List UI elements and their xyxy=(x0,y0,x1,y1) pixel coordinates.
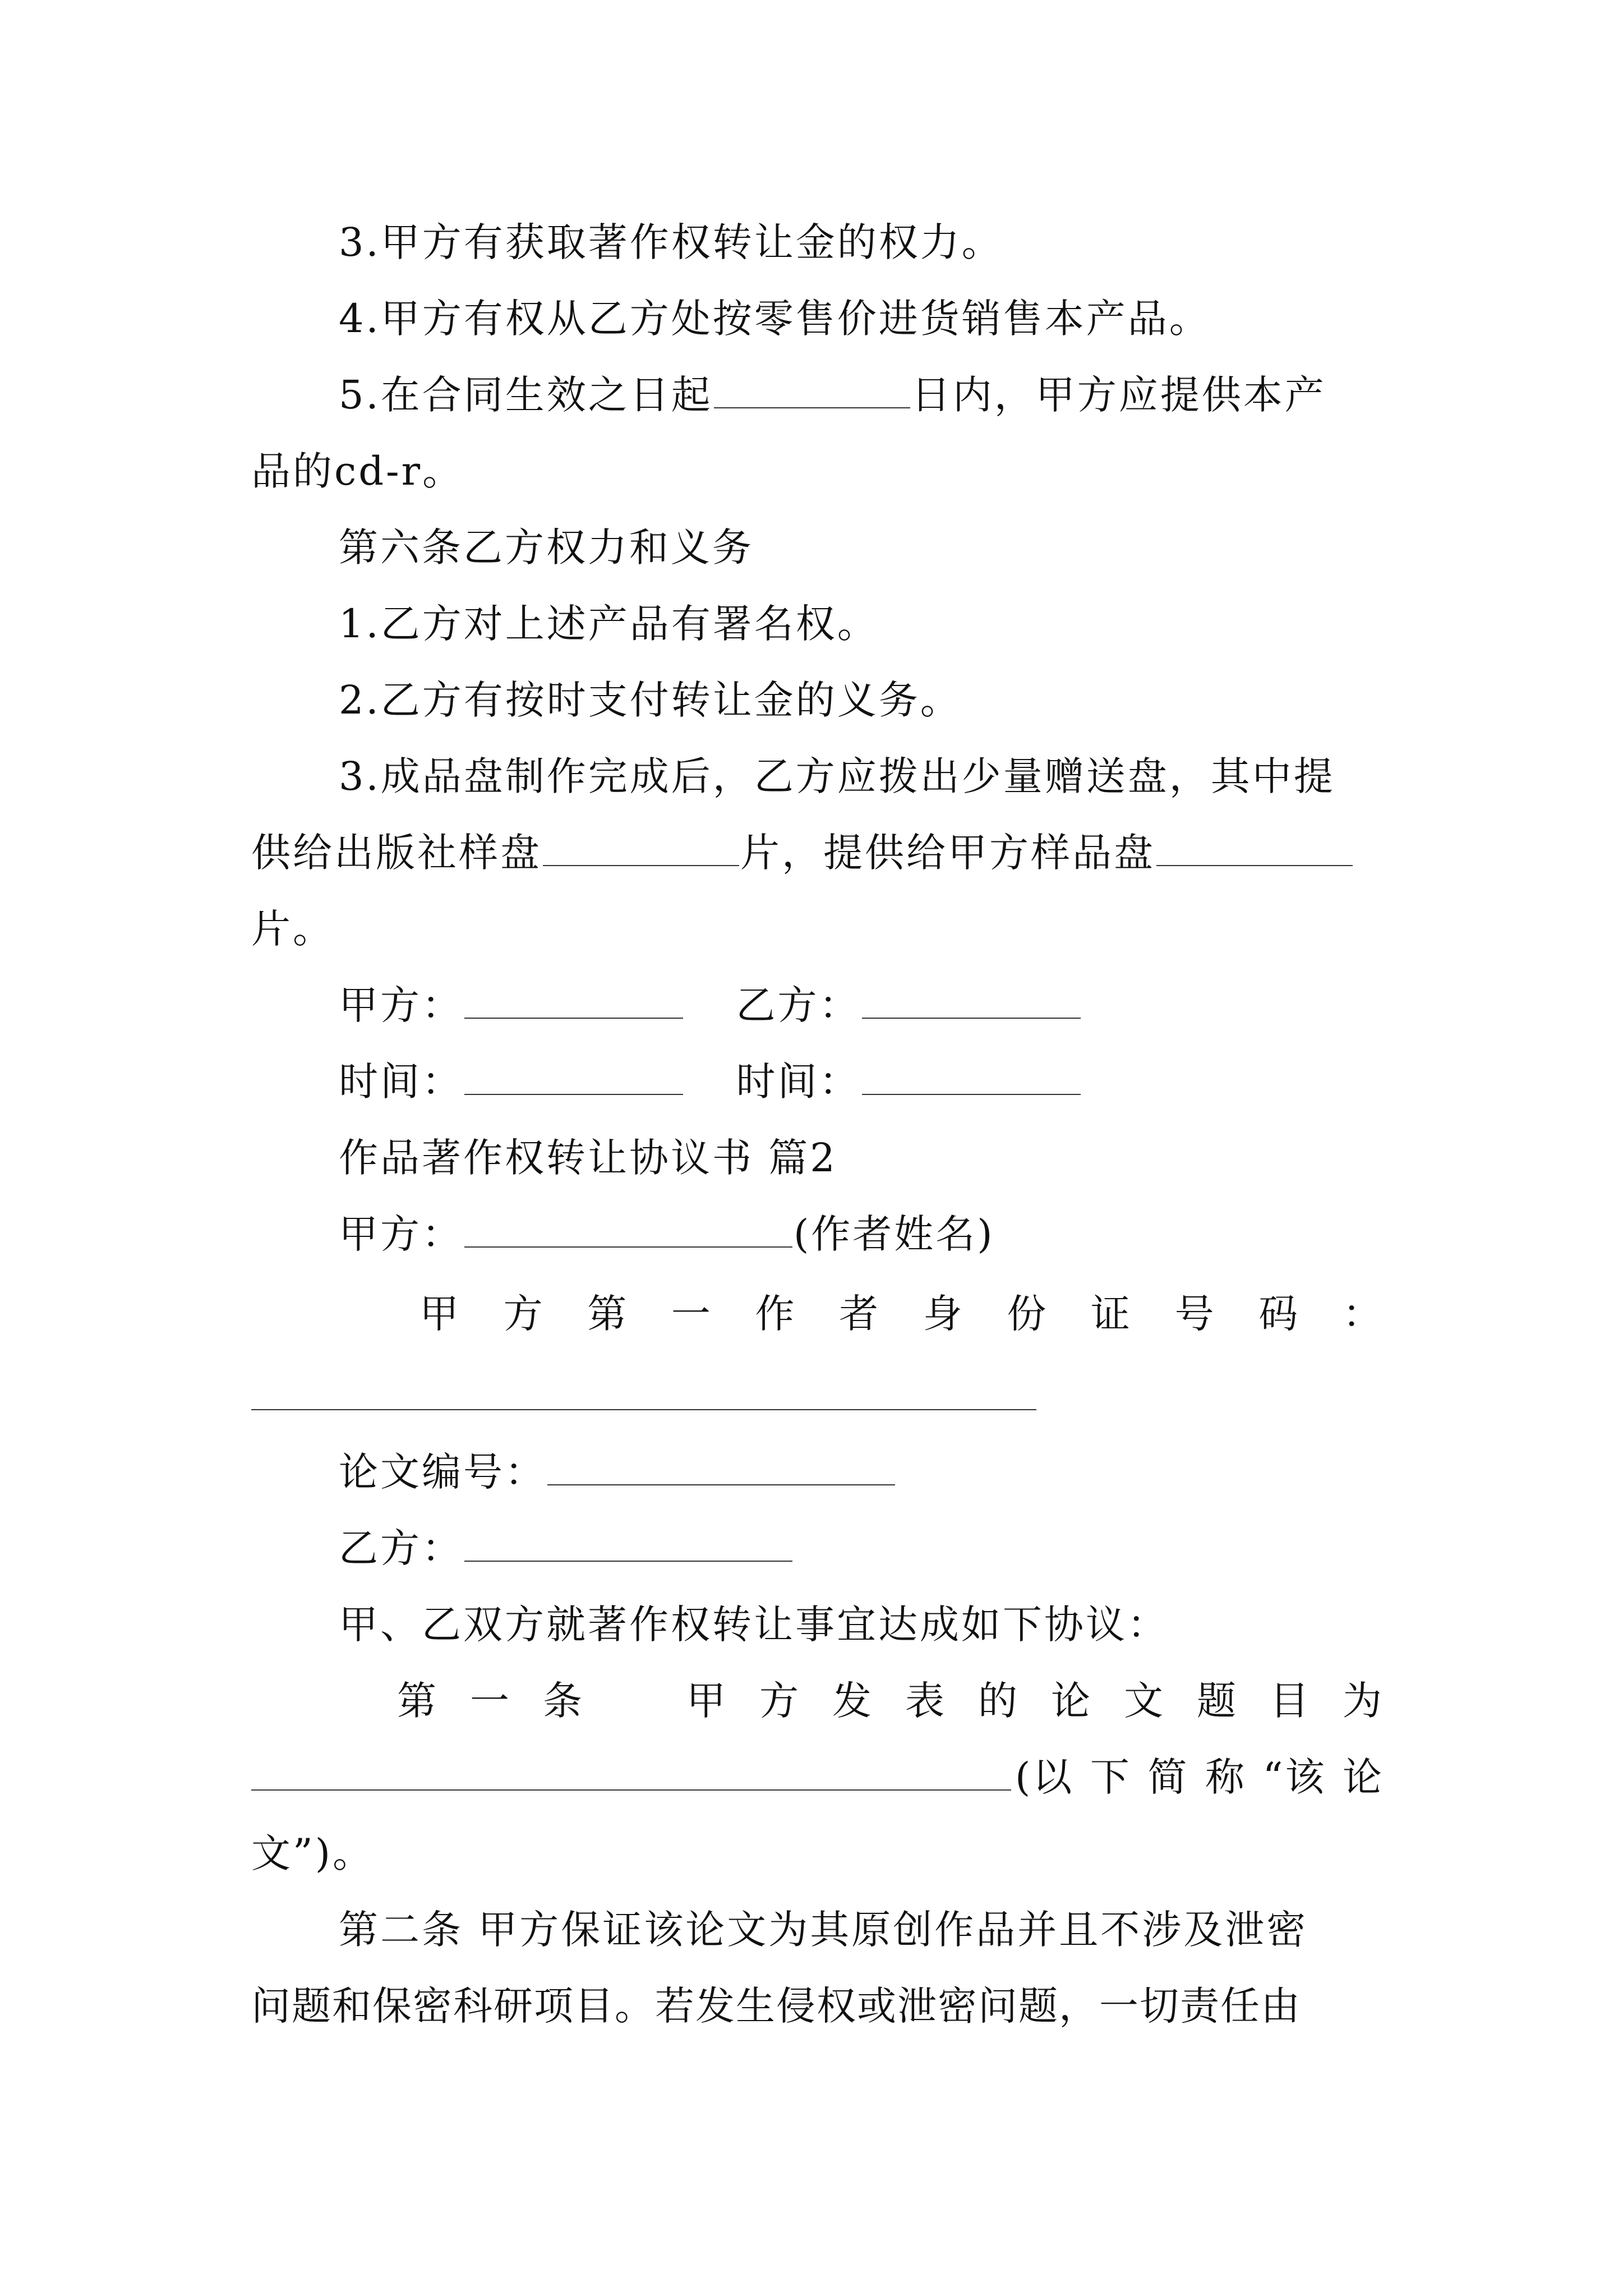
date-label: 时间： xyxy=(736,1059,861,1105)
party-line xyxy=(339,1520,1384,1576)
clause-line: 4.甲方有权从乙方处按零售价进货销售本产品。 xyxy=(339,296,1211,342)
spread-char: ： xyxy=(1342,1291,1384,1337)
clause-text: 5.在合同生效之日起 xyxy=(339,372,713,418)
party-a-label: 甲方： xyxy=(339,1211,463,1257)
spread-char: 下 xyxy=(1090,1754,1132,1800)
clause-line: 片。 xyxy=(251,906,334,952)
spread-char: 的 xyxy=(978,1678,1020,1724)
spread-char: 码 xyxy=(1258,1291,1301,1337)
clause-line xyxy=(339,367,1384,423)
party-b-label: 乙方： xyxy=(736,982,861,1028)
id-number-line xyxy=(419,1286,1384,1342)
author-name-blank xyxy=(464,1212,792,1248)
fill-blank xyxy=(543,830,739,866)
clause-line: 第二条 甲方保证该论文为其原创作品并且不涉及泄密 xyxy=(339,1907,1308,1953)
spread-char: 者 xyxy=(839,1291,881,1337)
signature-line xyxy=(339,977,1384,1033)
spread-char xyxy=(616,1673,655,1729)
spread-char: 文 xyxy=(1124,1678,1165,1724)
party-a-label: 甲方： xyxy=(339,982,463,1028)
clause-line: 问题和保密科研项目。若发生侵权或泄密问题，一切责任由 xyxy=(251,1983,1301,2029)
party-b-label: 乙方： xyxy=(339,1525,463,1571)
paper-title-blank xyxy=(251,1789,1011,1791)
spread-char: “该 xyxy=(1262,1754,1327,1800)
party-b-blank xyxy=(464,1526,792,1562)
spread-char: 证 xyxy=(1091,1291,1132,1337)
article-heading: 第六条乙方权力和义务 xyxy=(339,524,754,570)
spread-char: 目 xyxy=(1270,1678,1311,1724)
spread-char: 简 xyxy=(1147,1754,1189,1800)
spread-char: 条 xyxy=(543,1678,584,1724)
clause-text: 片，提供给甲方样品盘 xyxy=(740,830,1155,876)
article-one-line xyxy=(397,1673,1384,1729)
paper-number-blank xyxy=(547,1450,895,1485)
clause-line: 2.乙方有按时支付转让金的义务。 xyxy=(339,677,962,723)
spread-char: 一 xyxy=(470,1678,511,1724)
spread-char: 论 xyxy=(1051,1678,1092,1724)
party-a-blank xyxy=(464,983,683,1019)
paper-number-label: 论文编号： xyxy=(339,1449,546,1495)
spread-char: 身 xyxy=(923,1291,965,1337)
date-blank xyxy=(464,1059,683,1095)
spread-char: 作 xyxy=(755,1291,797,1337)
clause-line: 1.乙方对上述产品有署名权。 xyxy=(339,601,879,647)
spread-char: 发 xyxy=(832,1678,874,1724)
spread-char: 一 xyxy=(671,1291,713,1337)
date-line xyxy=(339,1053,1384,1110)
date-blank xyxy=(862,1059,1081,1095)
spread-char: 为 xyxy=(1343,1678,1384,1724)
author-name-note: (作者姓名) xyxy=(794,1211,995,1257)
spread-char: 第 xyxy=(397,1678,439,1724)
clause-line: 品的cd-r。 xyxy=(251,448,464,494)
spread-char: 号 xyxy=(1174,1291,1216,1337)
id-number-blank xyxy=(251,1409,1036,1410)
clause-line: 文”)。 xyxy=(251,1830,375,1876)
abbrev-line xyxy=(1015,1749,1384,1805)
fill-blank xyxy=(1156,830,1353,866)
clause-text: 日内，甲方应提供本产 xyxy=(911,372,1326,418)
party-line xyxy=(339,1206,1384,1262)
party-b-blank xyxy=(862,983,1081,1019)
clause-line: 3.成品盘制作完成后，乙方应拨出少量赠送盘，其中提 xyxy=(339,753,1335,799)
spread-char: 甲 xyxy=(419,1291,461,1337)
date-label: 时间： xyxy=(339,1059,463,1105)
fill-blank xyxy=(714,372,910,408)
spread-char: 题 xyxy=(1197,1678,1238,1724)
paper-number-line xyxy=(339,1444,1384,1500)
spread-char: 甲 xyxy=(686,1678,728,1724)
spread-char: 份 xyxy=(1007,1291,1049,1337)
clause-line xyxy=(251,825,1384,881)
spread-char: (以 xyxy=(1015,1754,1075,1800)
spread-char: 第 xyxy=(587,1291,629,1337)
spread-char: 称 xyxy=(1205,1754,1247,1800)
section-title: 作品著作权转让协议书 篇2 xyxy=(339,1135,837,1181)
spread-char: 论 xyxy=(1343,1754,1384,1800)
agreement-intro: 甲、乙双方就著作权转让事宜达成如下协议： xyxy=(339,1602,1169,1648)
clause-line: 3.甲方有获取著作权转让金的权力。 xyxy=(339,219,1003,265)
clause-text: 供给出版社样盘 xyxy=(251,830,542,876)
spread-char: 方 xyxy=(759,1678,801,1724)
spread-char: 方 xyxy=(503,1291,545,1337)
spread-char: 表 xyxy=(905,1678,947,1724)
